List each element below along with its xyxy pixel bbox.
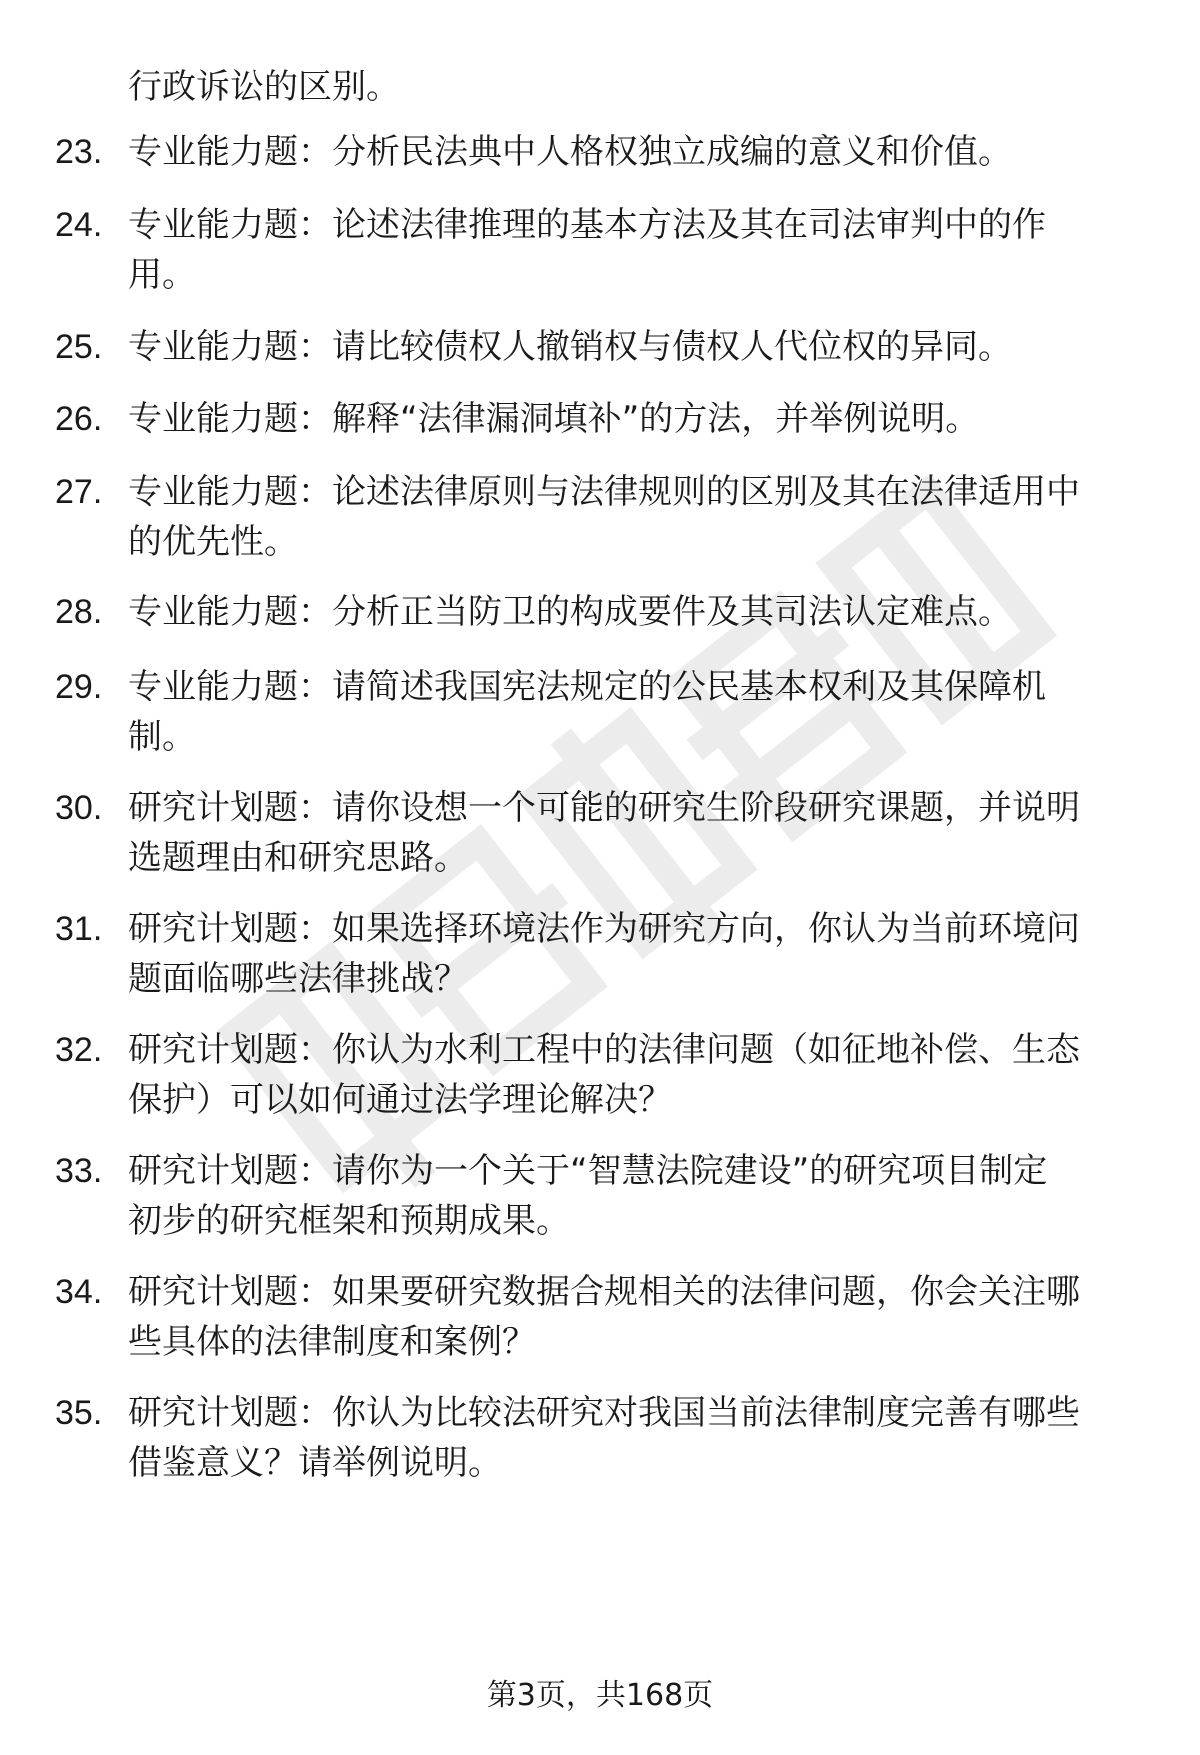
item-number: 27. — [55, 473, 103, 511]
item-line: 专业能力题：分析民法典中人格权独立成编的意义和价值。 — [128, 132, 1012, 172]
item-line: 选题理由和研究思路。 — [128, 838, 468, 878]
item-text — [128, 1025, 1148, 1125]
item-line: 借鉴意义？请举例说明。 — [128, 1443, 502, 1483]
item-text — [128, 1146, 1148, 1246]
item-text — [128, 662, 1148, 762]
item-text — [128, 783, 1148, 883]
carry-over-text: 行政诉讼的区别。 — [128, 67, 400, 107]
item-number: 31. — [55, 910, 103, 948]
item-line: 保护）可以如何通过法学理论解决？ — [128, 1080, 672, 1120]
item-number: 33. — [55, 1152, 103, 1190]
item-line: 初步的研究框架和预期成果。 — [128, 1201, 570, 1241]
item-text — [128, 394, 1148, 444]
item-text — [128, 1267, 1148, 1367]
item-line: 研究计划题：你认为水利工程中的法律问题（如征地补偿、生态 — [128, 1030, 1080, 1070]
item-line: 专业能力题：请简述我国宪法规定的公民基本权利及其保障机 — [128, 667, 1046, 707]
item-line: 的优先性。 — [128, 522, 298, 562]
item-line: 制。 — [128, 717, 196, 757]
item-text — [128, 127, 1148, 177]
item-line: 研究计划题：如果要研究数据合规相关的法律问题，你会关注哪 — [128, 1272, 1080, 1312]
item-text — [128, 587, 1148, 637]
item-number: 35. — [55, 1394, 103, 1432]
item-number: 23. — [55, 133, 103, 171]
item-number: 25. — [55, 328, 103, 366]
item-text — [128, 467, 1148, 567]
item-line: 专业能力题：论述法律推理的基本方法及其在司法审判中的作 — [128, 205, 1046, 245]
item-number: 29. — [55, 668, 103, 706]
item-line: 用。 — [128, 255, 196, 295]
item-number: 24. — [55, 206, 103, 244]
item-line: 研究计划题：请你设想一个可能的研究生阶段研究课题，并说明 — [128, 788, 1080, 828]
page-footer: 第3页，共168页 — [486, 1678, 714, 1713]
item-line: 研究计划题：如果选择环境法作为研究方向，你认为当前环境问 — [128, 909, 1080, 949]
item-number: 30. — [55, 789, 103, 827]
item-line: 研究计划题：请你为一个关于“智慧法院建设”的研究项目制定 — [128, 1151, 1048, 1191]
item-number: 34. — [55, 1273, 103, 1311]
item-line: 题面临哪些法律挑战？ — [128, 959, 468, 999]
item-line: 些具体的法律制度和案例？ — [128, 1322, 536, 1362]
item-number: 28. — [55, 593, 103, 631]
item-line: 专业能力题：分析正当防卫的构成要件及其司法认定难点。 — [128, 592, 1012, 632]
item-number: 32. — [55, 1031, 103, 1069]
item-number: 26. — [55, 400, 103, 438]
item-text — [128, 322, 1148, 372]
item-text — [128, 1388, 1148, 1488]
item-text — [128, 904, 1148, 1004]
item-line: 专业能力题：请比较债权人撤销权与债权人代位权的异同。 — [128, 327, 1012, 367]
item-text — [128, 200, 1148, 300]
item-line: 专业能力题：论述法律原则与法律规则的区别及其在法律适用中 — [128, 472, 1080, 512]
item-line: 专业能力题：解释“法律漏洞填补”的方法，并举例说明。 — [128, 399, 980, 439]
item-line: 研究计划题：你认为比较法研究对我国当前法律制度完善有哪些 — [128, 1393, 1080, 1433]
